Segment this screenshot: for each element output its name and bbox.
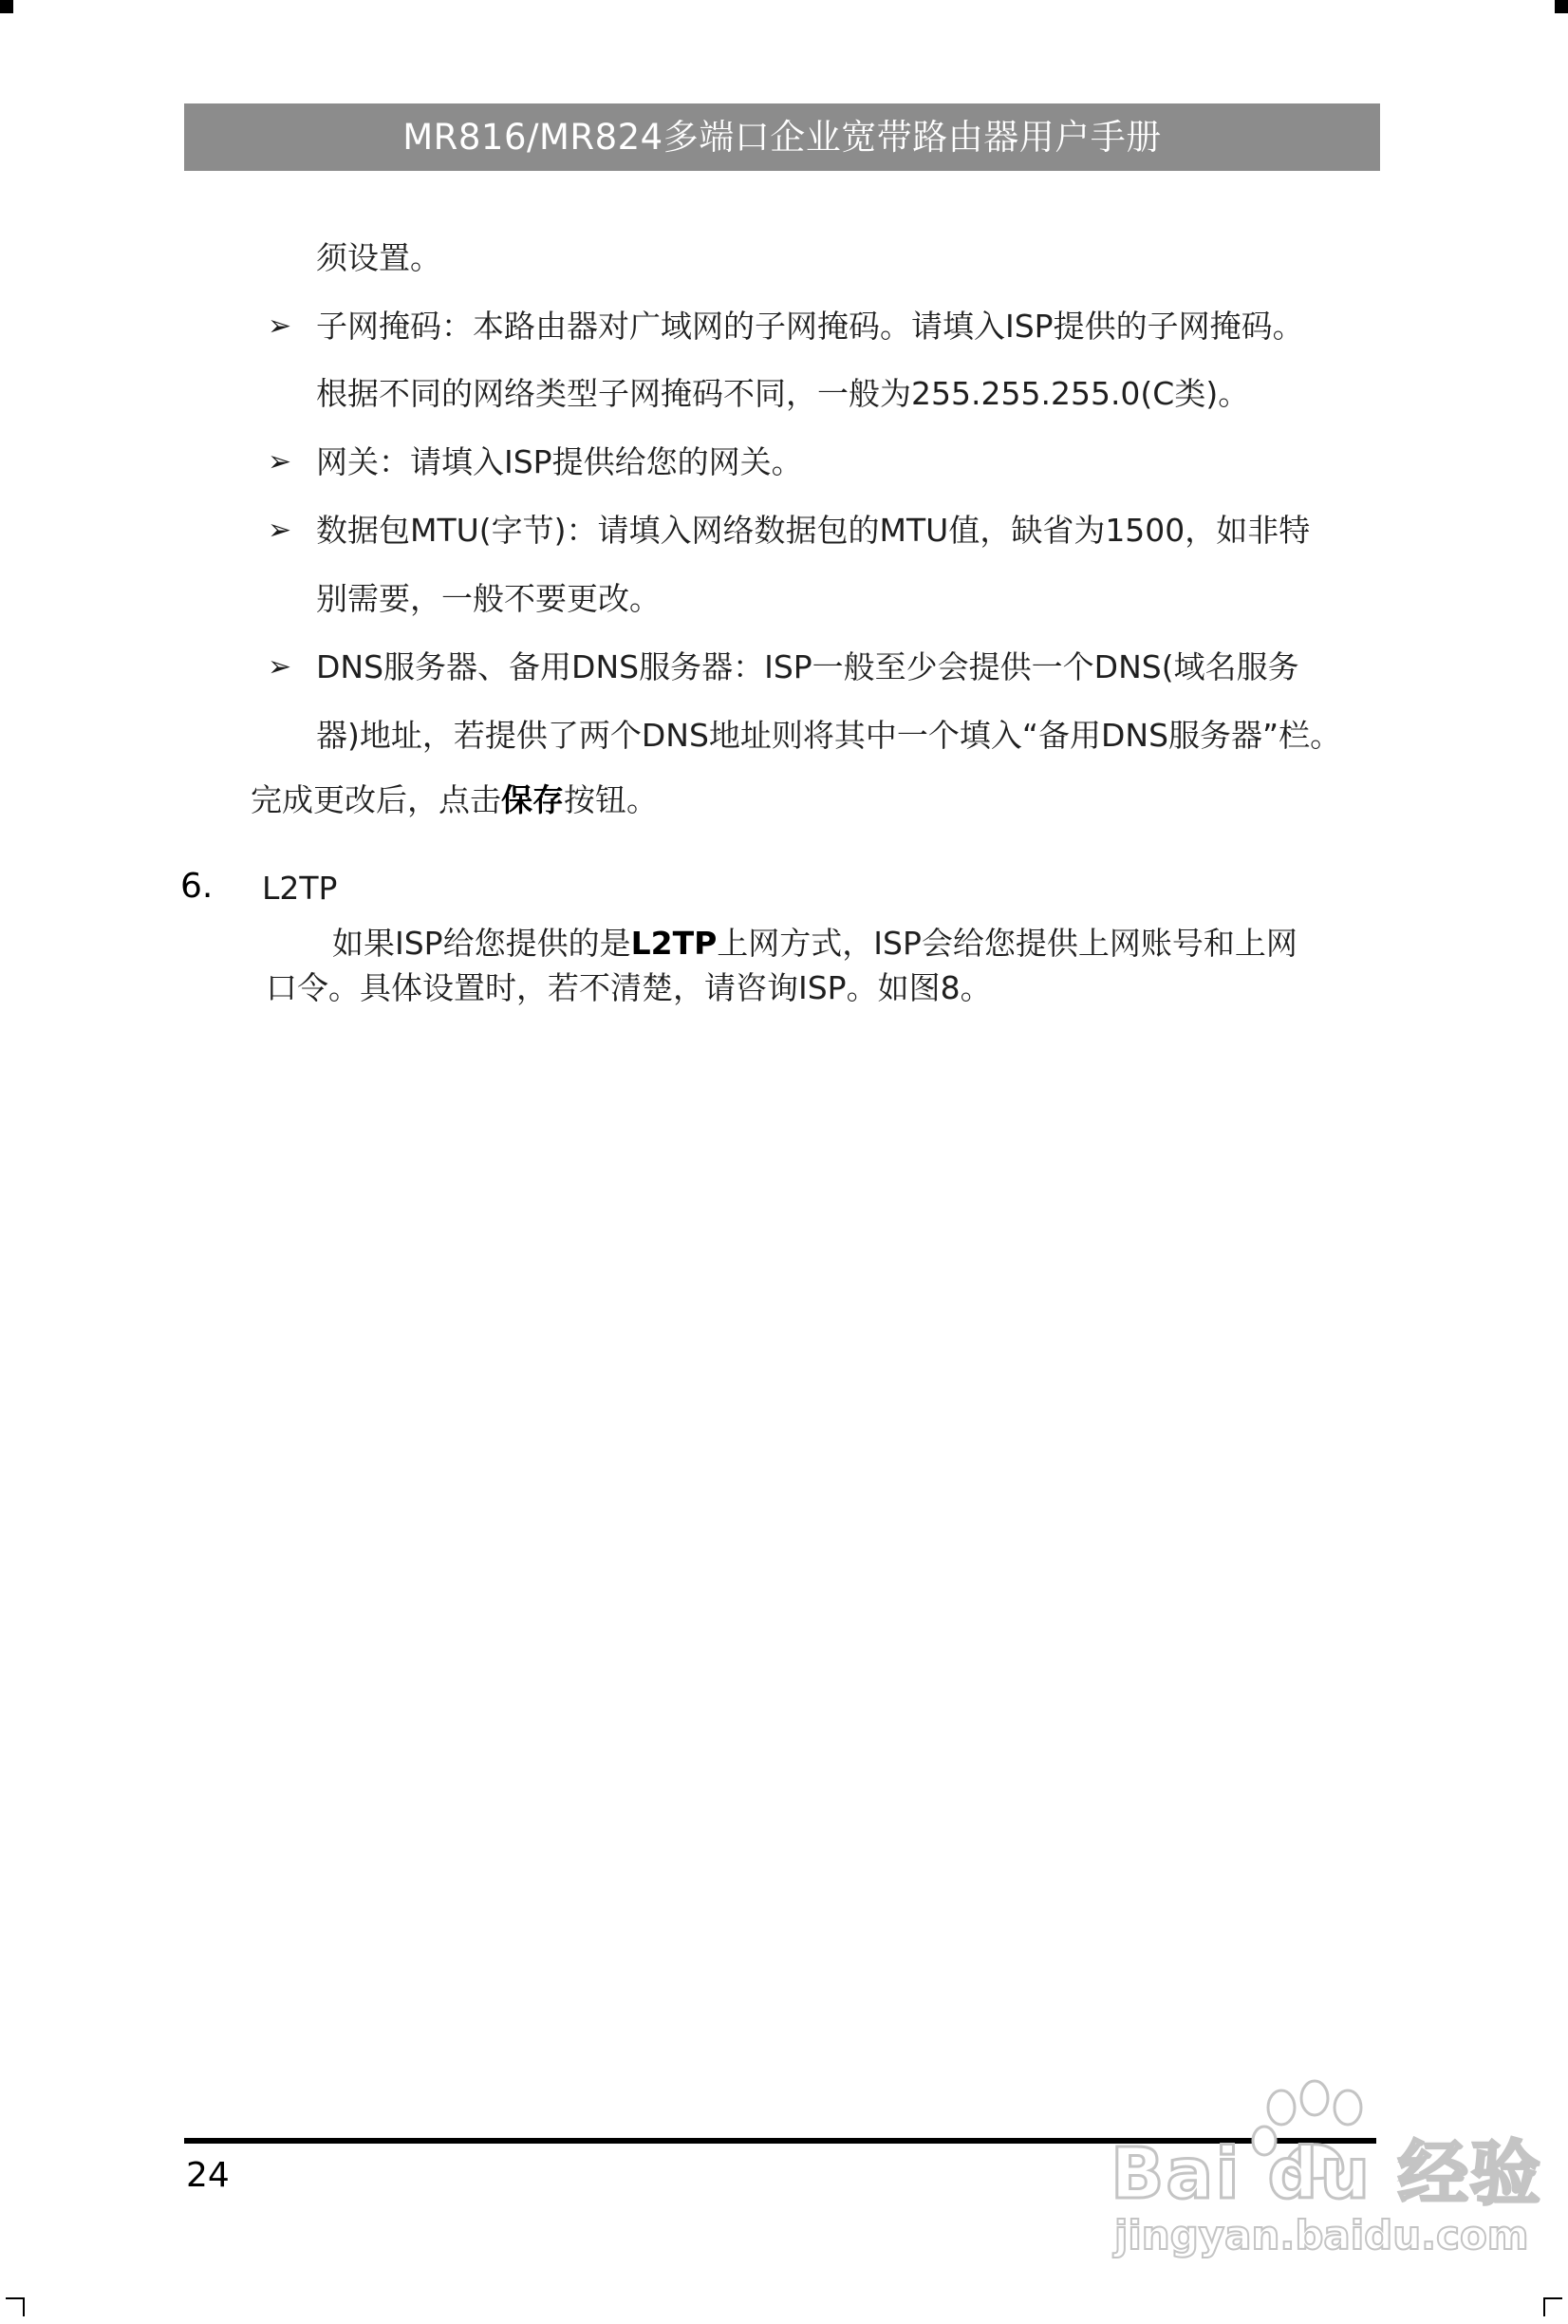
bullet-icon: ➢ [268, 309, 292, 343]
after-change-text [251, 779, 658, 821]
bullet-item-mtu-line1: 数据包MTU(字节)：请填入网络数据包的MTU值，缺省为1500，如非特 [316, 512, 1311, 549]
bullet-item-subnet-mask-line1: 子网掩码：本路由器对广域网的子网掩码。请填入ISP提供的子网掩码。 [316, 308, 1304, 345]
l2tp-keyword: L2TP [630, 925, 718, 962]
bullet-icon: ➢ [268, 445, 292, 478]
after-change-after: 按钮。 [564, 781, 658, 818]
bullet-item-dns-line2: 器)地址，若提供了两个DNS地址则将其中一个填入“备用DNS服务器”栏。 [316, 717, 1342, 754]
baidu-jingyan-watermark [1111, 2079, 1542, 2269]
para-before: 如果ISP给您提供的是 [332, 925, 631, 962]
bullet-item-subnet-mask-line2: 根据不同的网络类型子网掩码不同，一般为255.255.255.0(C类)。 [316, 375, 1250, 412]
crop-mark-top-right [1555, 0, 1568, 13]
watermark-url: jingyan.baidu.com [1114, 2212, 1529, 2258]
crop-mark-bottom-right [1543, 2297, 1562, 2316]
bullet-item-gateway-line1: 网关：请填入ISP提供给您的网关。 [316, 443, 803, 480]
section-title: L2TP [262, 870, 338, 907]
bullet-item-dns-line1: DNS服务器、备用DNS服务器：ISP一般至少会提供一个DNS(域名服务 [316, 648, 1299, 685]
continuation-text: 须设置。 [316, 239, 441, 276]
after-change-before: 完成更改后，点击 [251, 781, 501, 818]
watermark-brand: Bai du 经验 [1111, 2133, 1542, 2215]
para-after: 上网方式，ISP会给您提供上网账号和上网 [717, 925, 1297, 962]
section-number: 6. [180, 867, 214, 906]
save-keyword: 保存 [501, 781, 564, 818]
crop-mark-bottom-left [6, 2297, 25, 2316]
section-paragraph-line2: 口令。具体设置时，若不清楚，请咨询ISP。如图8。 [266, 969, 992, 1006]
crop-mark-top-left [0, 0, 13, 13]
section-paragraph-line1 [332, 923, 1297, 965]
page-header: MR816/MR824多端口企业宽带路由器用户手册 [184, 103, 1380, 171]
page-number: 24 [186, 2156, 230, 2195]
bullet-icon: ➢ [268, 650, 292, 684]
bullet-item-mtu-line2: 别需要，一般不要更改。 [316, 580, 661, 617]
bullet-icon: ➢ [268, 514, 292, 547]
